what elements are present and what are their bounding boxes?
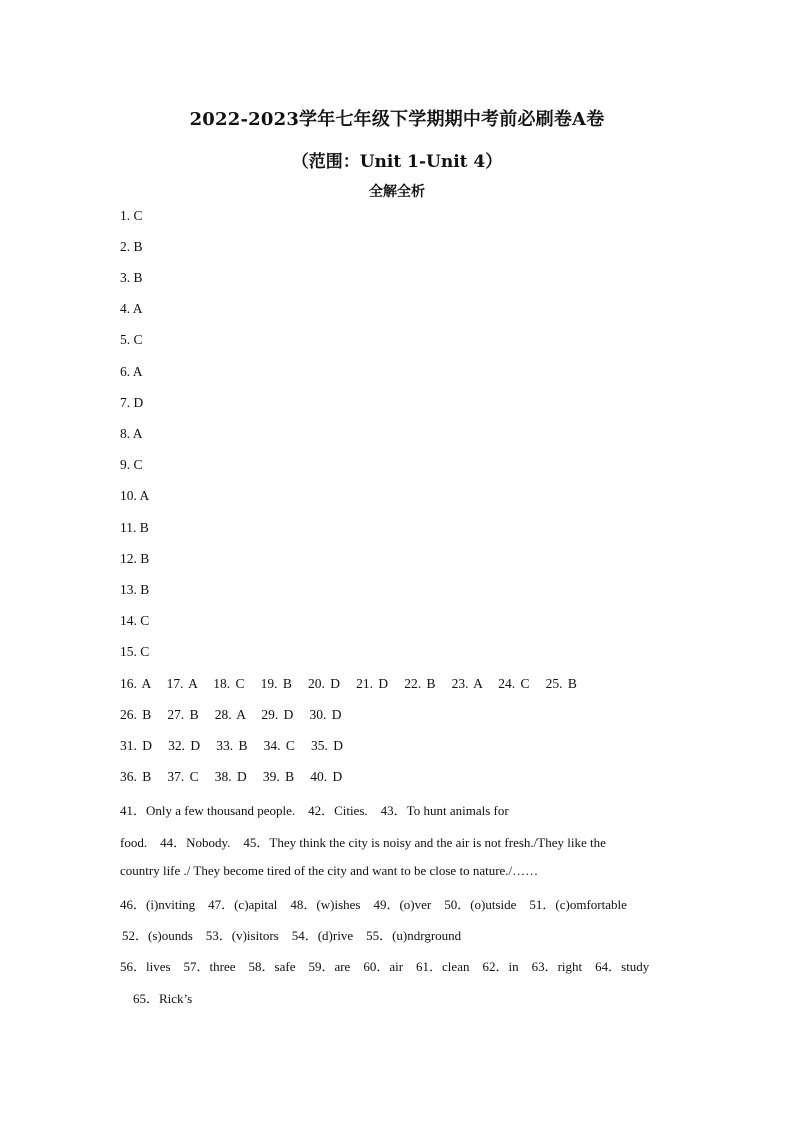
answer-line: 41．Only a few thousand people. 42．Cities. 43．To hunt animals for [120,803,509,818]
document-subtitle: （范围：Unit 1-Unit 4） [291,152,503,172]
answer-line: 6. A [120,364,143,379]
answer-line: 4. A [120,301,143,316]
answer-line: 2. B [120,239,143,254]
answer-line: 46．(i)nviting 47．(c)apital 48．(w)ishes 49．(o)ver 50．(o)utside 51．(c)omfortable [120,897,627,912]
answer-line: 7. D [120,395,144,410]
document-title: 2022-2023学年七年级下学期期中考前必刷卷A卷 [189,109,605,130]
answer-line: 16. A 17. A 18. C 19. B 20. D 21. D 22. B 23. A 24. C 25. B [120,676,577,691]
answer-line: country life ./ They become tired of the city and want to be close to nature./…… [120,863,539,878]
answer-line: 26. B 27. B 28. A 29. D 30. D [120,707,342,722]
answer-line: 1. C [120,208,143,223]
answer-line: 8. A [120,426,143,441]
answer-line: food. 44．Nobody. 45．They think the city is noisy and the air is not fresh./They like the [120,835,606,850]
answer-line: 31. D 32. D 33. B 34. C 35. D [120,738,344,753]
answer-line: 13. B [120,582,150,597]
answer-line: 3. B [120,270,143,285]
answer-line: 10. A [120,488,150,503]
answer-line: 36. B 37. C 38. D 39. B 40. D [120,769,343,784]
answer-line: 14. C [120,613,150,628]
answer-line: 5. C [120,332,143,347]
answer-line: 52．(s)ounds 53．(v)isitors 54．(d)rive 55．(u)ndrground [122,928,462,943]
section-heading: 全解全析 [369,184,425,200]
answer-line: 56．lives 57．three 58．safe 59．are 60．air 61．clean 62．in 63．right 64．study [120,959,650,974]
answer-line: 65．Rick’s [133,991,193,1006]
answer-line: 11. B [120,520,149,535]
answer-line: 9. C [120,457,143,472]
answer-line: 12. B [120,551,150,566]
answer-line: 15. C [120,644,150,659]
